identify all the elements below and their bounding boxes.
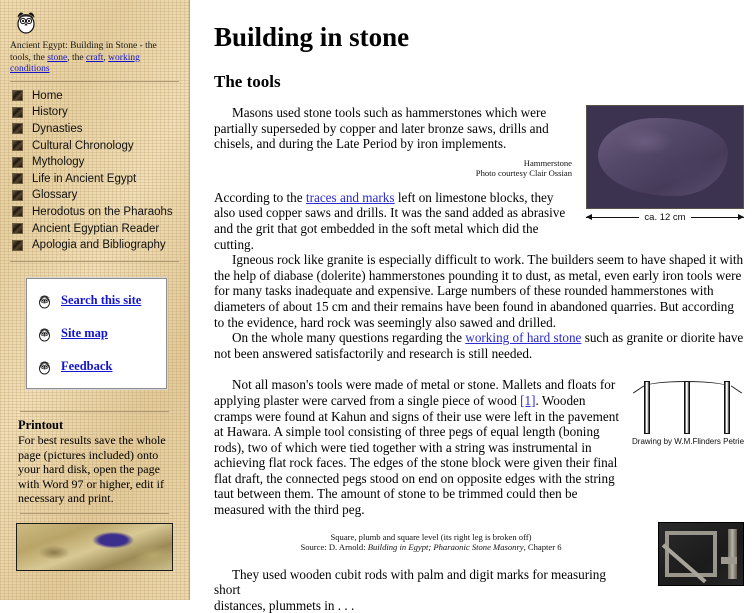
site-map-row[interactable] — [37, 325, 158, 342]
hammerstone-caption-line2: Photo courtesy Clair Ossian — [475, 167, 572, 178]
plumb-bar-shape — [728, 529, 737, 579]
sidebar-item-glossary[interactable] — [8, 187, 181, 204]
search-this-site-row[interactable] — [37, 292, 158, 309]
paragraph-traces — [214, 190, 576, 252]
sidebar-item-label: Home — [32, 89, 63, 102]
hieroglyph-icon — [12, 157, 23, 168]
sidebar-item-label: Herodotus on the Pharaohs — [32, 205, 173, 218]
plumb-foot-shape — [721, 557, 737, 564]
sidebar-item-mythology[interactable] — [8, 154, 181, 171]
hieroglyph-icon — [12, 140, 23, 151]
printout-divider-bottom — [20, 513, 169, 514]
source-prefix: Source: D. Arnold: — [300, 542, 368, 553]
site-map-link[interactable]: Site map — [61, 326, 108, 341]
hieroglyph-icon — [12, 90, 23, 101]
page-title: Building in stone — [214, 22, 410, 52]
section-title: The tools — [214, 72, 281, 91]
scale-arrow-left — [586, 217, 639, 218]
sidebar-item-label: Glossary — [32, 189, 78, 202]
square-caption-line1: Square, plumb and square level (its right leg is broken off) — [330, 531, 532, 542]
sidebar-nav — [8, 88, 181, 254]
paragraph-masons: Masons used stone tools such as hammerstones which were partially superseded by copper and later bronze saws, drills and chisels, and during the Late Period by iron implements. — [214, 105, 549, 152]
owl-icon — [37, 325, 52, 342]
hieroglyph-icon — [12, 190, 23, 201]
sidebar-item-dynasties[interactable] — [8, 121, 181, 138]
owl-icon — [37, 292, 52, 309]
hammerstone-caption-line1: Hammerstone — [523, 157, 572, 168]
feedback-link[interactable]: Feedback — [61, 359, 113, 374]
sidebar-item-label: Ancient Egyptian Reader — [32, 222, 160, 235]
paragraph-cubit-rods: They used wooden cubit rods with palm and digit marks for measuring short — [214, 566, 606, 598]
square-plumb-photo — [658, 522, 744, 586]
arrow-mark-left — [633, 386, 644, 394]
source-title: Building in Egypt; Pharaonic Stone Masonry — [367, 542, 524, 553]
square-caption — [214, 532, 648, 553]
paragraph-cubit-rods-cut: distances, plummets in . . . — [214, 597, 355, 613]
printout-section — [16, 411, 173, 514]
traces-and-marks-link[interactable]: traces and marks — [305, 189, 395, 205]
sidebar-item-herodotus[interactable] — [8, 204, 181, 221]
peg-right — [724, 381, 730, 434]
feedback-row[interactable] — [37, 358, 158, 375]
paragraph-mason-tools — [214, 377, 629, 517]
sidebar-item-reader[interactable] — [8, 220, 181, 237]
sidebar-divider-nav — [10, 261, 179, 262]
printout-body: For best results save the whole page (pictures included) onto your hard disk, open the page with Word 97 or higher, edit if necessary and print. — [18, 433, 166, 506]
hieroglyph-icon — [12, 107, 23, 118]
p4-a: On the whole many questions regarding the — [232, 330, 466, 346]
peg-middle — [684, 381, 690, 434]
owl-icon — [14, 8, 38, 34]
scale-label: ca. 12 cm — [644, 212, 686, 223]
tagline-link-stone[interactable]: stone — [47, 52, 68, 63]
hieroglyph-icon — [12, 206, 23, 217]
figure-square-plumb — [658, 522, 744, 586]
peg-left — [644, 381, 650, 434]
figure-hammerstone — [586, 105, 744, 223]
p4-b: such as granite or diorite have not been answered satisfactorily and research is still needed. — [214, 330, 744, 361]
printout-title: Printout — [18, 418, 64, 433]
paragraph-hard-stone — [214, 330, 744, 361]
sidebar-item-label: Mythology — [32, 156, 85, 169]
hammerstone-rock-shape — [598, 118, 728, 196]
p5-b: . Wooden cramps were found at Kahun and signs of their use were left in the pavement at Hawara. A simple tool consisting of three pegs of equal length (boning rods), two of which were tied together with a string was instrumental in achieving flat rock faces. The edges of the stone block were given their final flat draft, the connected pegs stood on end on opposite edges with the string taut between them. The amount of stone to be trimmed could then be measured with the third peg. — [214, 392, 620, 518]
hammerstone-photo — [586, 105, 744, 209]
tagline-prefix: Ancient Egypt: Building in Stone - the tools, the — [10, 41, 157, 63]
p2-b: left on limestone blocks, they also used copper saws and drills. It was the sand added as abrasive and the grit that got embedded in the soft metal which did the cutting. — [214, 189, 566, 252]
tagline-mid2: , — [103, 52, 109, 63]
sidebar-item-history[interactable] — [8, 104, 181, 121]
hieroglyph-icon — [12, 173, 23, 184]
p2-a: According to the — [214, 189, 306, 205]
source-suffix: , Chapter 6 — [523, 542, 562, 553]
hieroglyph-icon — [12, 240, 23, 251]
sidebar-item-home[interactable] — [8, 88, 181, 105]
site-tagline — [8, 41, 181, 76]
footnote-1-link[interactable]: [1] — [520, 392, 536, 408]
sidebar-item-label: Cultural Chronology — [32, 139, 134, 152]
scale-bar — [586, 212, 744, 223]
figure-petrie — [632, 377, 744, 447]
main-content — [190, 0, 754, 613]
sidebar-decorative-photo — [16, 523, 173, 571]
sidebar-inner — [0, 0, 189, 571]
sidebar-item-label: Apologia and Bibliography — [32, 239, 166, 252]
hieroglyph-icon — [12, 223, 23, 234]
search-panel — [26, 278, 167, 389]
sidebar-item-label: Life in Ancient Egypt — [32, 172, 137, 185]
tagline-mid1: , the — [67, 52, 87, 63]
owl-icon — [37, 358, 52, 375]
spacer — [214, 361, 744, 377]
sidebar-item-life-in-ancient-egypt[interactable] — [8, 170, 181, 187]
paragraph-igneous: Igneous rock like granite is especially difficult to work. The builders seem to have shaped it with the help of diabase (dolerite) hammerstones pounding it to dust, as metal, even early iron tools were for many tasks inadequate and expensive. Large numbers of these rounded hammerstones with diameters of about 15 cm and their remains have been found in abandoned quarries. But according to the evidence, hard rock was seemingly also sawed and drilled. — [214, 252, 744, 330]
arrow-mark-right — [731, 386, 742, 394]
tagline-link-craft[interactable]: craft — [86, 52, 104, 63]
hieroglyph-icon — [12, 123, 23, 134]
sidebar-item-apologia[interactable] — [8, 237, 181, 254]
sidebar-item-label: Dynasties — [32, 122, 83, 135]
sidebar-divider-top — [10, 81, 179, 82]
tagline-link-working-conditions[interactable]: working conditions — [10, 52, 140, 74]
sidebar — [0, 0, 190, 600]
working-of-hard-stone-link[interactable]: working of hard stone — [465, 330, 582, 346]
scale-arrow-right — [691, 217, 744, 218]
printout-divider — [20, 411, 169, 412]
p5-a: Not all mason's tools were made of metal or stone. Mallets and floats for applying plaster were carved from a single piece of wood — [214, 377, 616, 408]
search-this-site-link[interactable]: Search this site — [61, 293, 142, 308]
boning-rods-drawing — [632, 377, 744, 435]
square-caption-source — [214, 542, 648, 553]
sidebar-item-cultural-chronology[interactable] — [8, 137, 181, 154]
petrie-caption: Drawing by W.M.Flinders Petrie — [632, 437, 745, 447]
sidebar-item-label: History — [32, 106, 68, 119]
